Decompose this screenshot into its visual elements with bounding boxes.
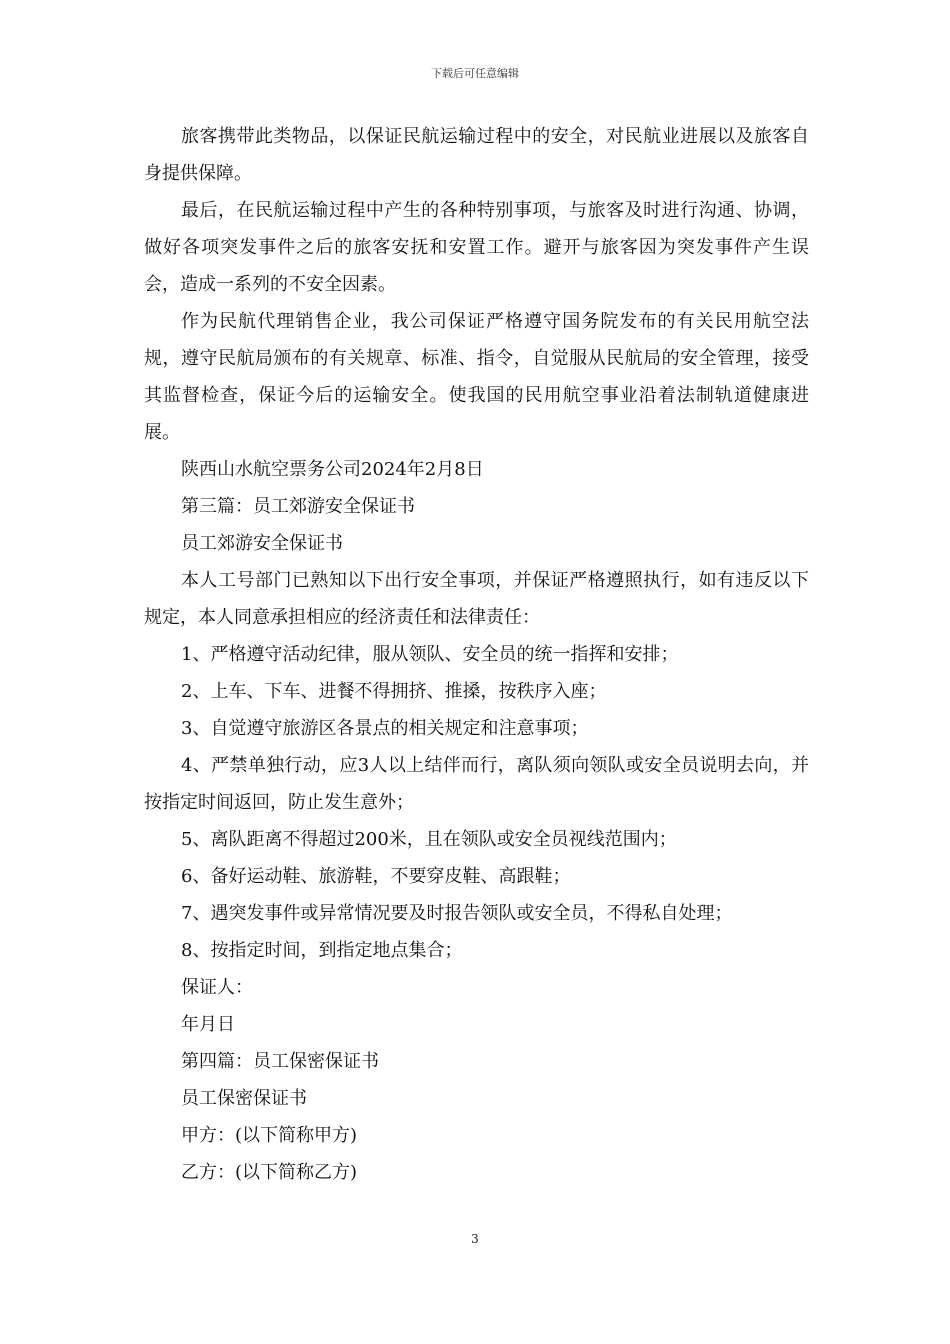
list-item-rule-3: 3、自觉遵守旅游区各景点的相关规定和注意事项； xyxy=(181,718,589,739)
paragraph-outing-intro: 本人工号部门已熟知以下出行安全事项，并保证严格遵照执行，如有违反以下规定，本人同意承担相应的经济责任和法律责任： xyxy=(144,570,809,628)
guarantor-label: 保证人： xyxy=(181,977,253,998)
list-item-rule-1: 1、严格遵守活动纪律，服从领队、安全员的统一指挥和安排； xyxy=(181,644,679,665)
section-heading-4: 第四篇：员工保密保证书 xyxy=(181,1051,379,1072)
list-item-rule-8: 8、按指定时间，到指定地点集合； xyxy=(181,940,463,961)
list-item-rule-7: 7、遇突发事件或异常情况要及时报告领队或安全员，不得私自处理； xyxy=(181,903,733,924)
date-placeholder: 年月日 xyxy=(181,1014,235,1035)
section-heading-3: 第三篇：员工郊游安全保证书 xyxy=(181,496,415,517)
list-item-rule-5: 5、离队距离不得超过200米，且在领队或安全员视线范围内； xyxy=(181,829,677,850)
page-header: 下载后可任意编辑 xyxy=(431,67,519,80)
document-body xyxy=(144,118,809,1191)
paragraph-company-commitment: 作为民航代理销售企业，我公司保证严格遵守国务院发布的有关民用航空法规，遵守民航局颁布的有关规章、标准、指令，自觉服从民航局的安全管理，接受其监督检查，保证今后的运输安全。使我国的民用航空事业沿着法制轨道健康进展。 xyxy=(144,311,809,443)
document-title-confidentiality: 员工保密保证书 xyxy=(181,1088,307,1109)
party-a-line: 甲方：(以下简称甲方) xyxy=(181,1125,358,1146)
document-title-outing: 员工郊游安全保证书 xyxy=(181,533,343,554)
list-item-rule-2: 2、上车、下车、进餐不得拥挤、推搡，按秩序入座； xyxy=(181,681,607,702)
party-b-line: 乙方：(以下简称乙方) xyxy=(181,1162,358,1183)
signature-date-line: 陕西山水航空票务公司2024年2月8日 xyxy=(181,459,484,480)
paragraph-special-matters: 最后，在民航运输过程中产生的各种特别事项，与旅客及时进行沟通、协调，做好各项突发事件之后的旅客安抚和安置工作。避开与旅客因为突发事件产生误会，造成一系列的不安全因素。 xyxy=(144,200,809,295)
paragraph-passenger-items: 旅客携带此类物品，以保证民航运输过程中的安全，对民航业进展以及旅客自身提供保障。 xyxy=(144,126,809,184)
list-item-rule-4: 4、严禁单独行动，应3人以上结伴而行，离队须向领队或安全员说明去向，并按指定时间返回，防止发生意外； xyxy=(144,755,809,813)
page-number: 3 xyxy=(471,1232,479,1246)
list-item-rule-6: 6、备好运动鞋、旅游鞋，不要穿皮鞋、高跟鞋； xyxy=(181,866,571,887)
